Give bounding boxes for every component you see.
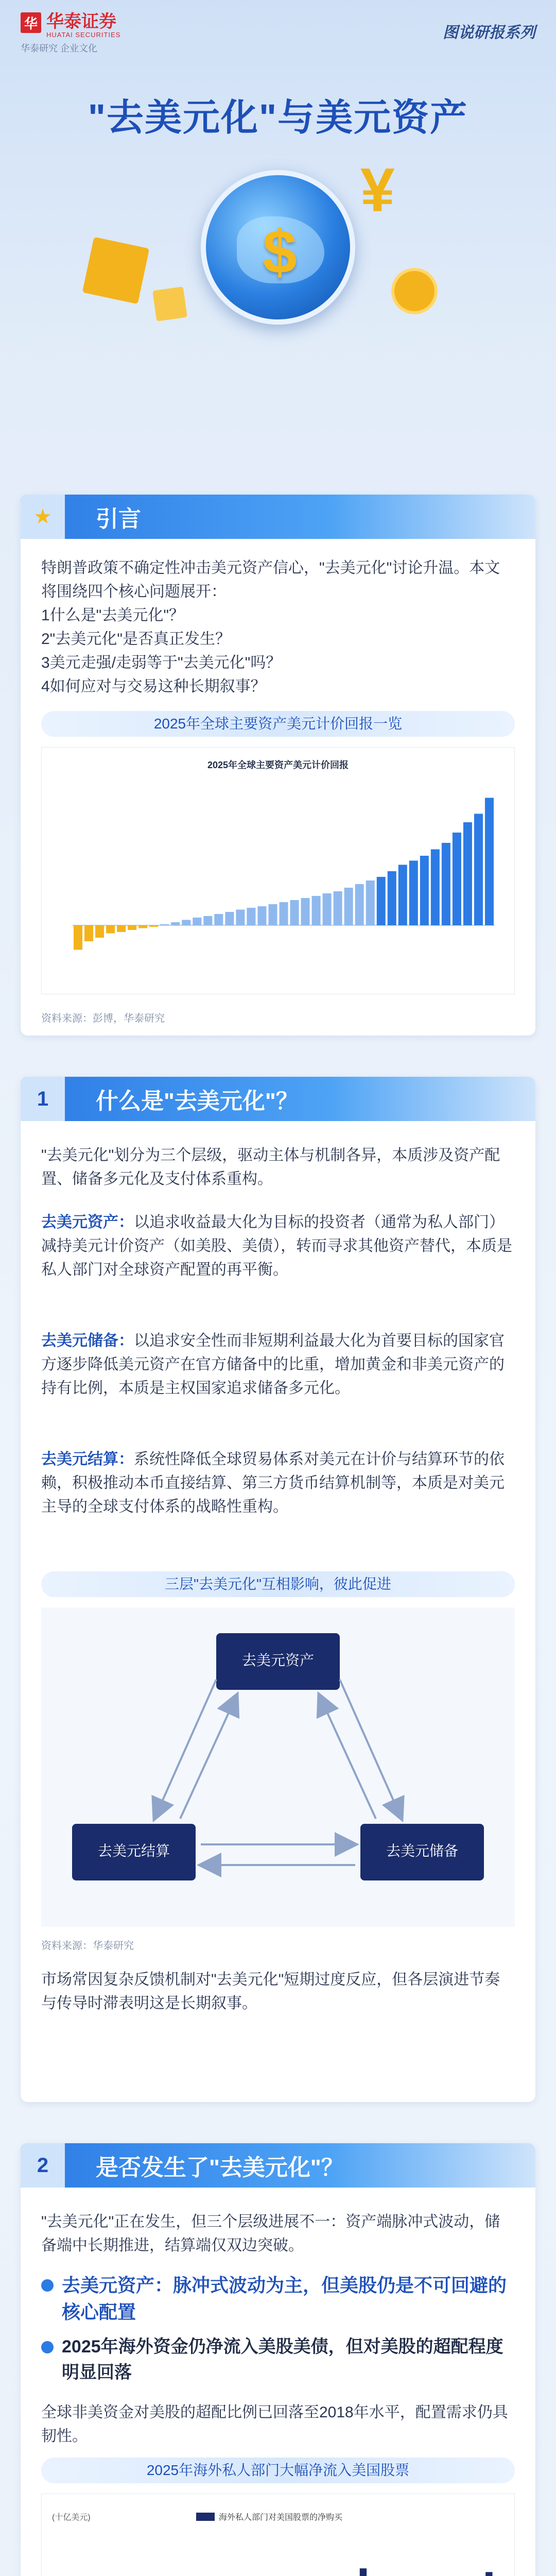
bar (117, 925, 126, 932)
node-settlement-label: 去美元结算 (97, 1843, 170, 1859)
bar (182, 920, 190, 926)
section-1-header (21, 1077, 535, 1121)
brand-logo (21, 12, 120, 39)
s2-paragraph-1: "去美元化"正在发生，但三个层级进展不一：资产端脉冲式波动，储备端中长期推进，结算端仅双边突破。 (41, 2213, 500, 2254)
bar (398, 865, 407, 926)
s2-bullet-2-text: 2025年海外资金仍净流入美股美债，但对美股的超配程度明显回落 (62, 2337, 503, 2382)
gold-cube-small-icon (152, 286, 187, 321)
bar (257, 906, 266, 925)
s1-text-assets: 以追求收益最大化为目标的投资者（通常为私人部门）减持美元计价资产（如美股、美债），转而寻求其他资产替代，本质是私人部门对全球资产配置的再平衡。 (41, 1214, 512, 1278)
hero-header (0, 0, 556, 371)
s1-text-reserves: 以追求安全性而非短期利益最大化为首要目标的国家官方逐步降低美元资产在官方储备中的比重，增加黄金和非美元资产的持有比例，本质是主权国家追求储备多元化。 (41, 1332, 505, 1397)
bullet-dot-icon (41, 2279, 54, 2292)
bar (474, 814, 483, 926)
s1-label-settlement: 去美元结算： (41, 1451, 134, 1468)
section-1-heading: 什么是"去美元化"？ (96, 1089, 299, 1114)
bar (138, 925, 147, 928)
intro-source: 资料来源：彭博，华泰研究 (41, 1013, 165, 1024)
bar (377, 877, 386, 925)
gold-cube-icon (82, 237, 149, 304)
bar (301, 898, 310, 925)
bar (214, 914, 223, 925)
returns-chart-svg (42, 748, 514, 994)
node-assets-label: 去美元资产 (241, 1652, 315, 1668)
bar (74, 925, 82, 950)
arrow-settlement-assets (180, 1695, 237, 1819)
s1-text-settlement: 系统性降低全球贸易体系对美元在计价与结算环节的依赖，积极推动本币直接结算、第三方货币结算机制等，本质是对美元主导的全球支付体系的战略性重构。 (41, 1451, 505, 1515)
s1-paragraph-3 (41, 1329, 515, 1400)
s1-paragraph-5: 市场常因复杂反馈机制对"去美元化"短期过度反应，但各层演进节奏与传导时滞表明这是长期叙事。 (41, 1971, 500, 2012)
section-2-heading: 是否发生了"去美元化"？ (96, 2155, 344, 2180)
intro-question-1: 1什么是"去美元化"？ (41, 607, 184, 624)
section-1-card (21, 1077, 535, 2102)
intro-text: 特朗普政策不确定性冲击美元资产信心，"去美元化"讨论升温。本文将围绕四个核心问题展开： (41, 560, 500, 600)
bar (236, 910, 245, 926)
section-2-number: 2 (21, 2143, 65, 2188)
s2-bullet-2 (41, 2334, 515, 2385)
bar (171, 922, 180, 925)
yen-sign-icon: ¥ (360, 156, 395, 225)
logo-mark-icon: 华 (21, 12, 41, 33)
logo-english: HUATAI SECURITIES (46, 31, 121, 39)
bar (247, 908, 255, 925)
s1-diagram-caption: 三层"去美元化"互相影响，彼此促进 (41, 1571, 515, 1597)
bar (463, 822, 472, 925)
intro-card (21, 495, 535, 1036)
chart-title: 2025年全球主要资产美元计价回报 (207, 760, 349, 770)
node-reserves-label: 去美元储备 (386, 1843, 459, 1859)
bullet-dot-icon (41, 2341, 54, 2353)
dollar-sign-icon: $ (263, 217, 297, 286)
page-title: "去美元化"与美元资产 (88, 97, 468, 139)
bar (420, 856, 429, 925)
bar (312, 896, 321, 925)
arrow-reserves-assets (319, 1695, 376, 1819)
slogan: 华泰研究 企业文化 (21, 43, 98, 54)
bar (290, 900, 299, 925)
coin-icon (391, 268, 438, 314)
series-label: 图说研报系列 (443, 24, 535, 41)
section-2-card (21, 2143, 535, 2576)
section-1-number: 1 (21, 1077, 65, 1121)
bar (360, 2568, 367, 2576)
intro-chart-caption: 2025年全球主要资产美元计价回报一览 (41, 711, 515, 737)
bar (160, 924, 169, 925)
s1-label-assets: 去美元资产： (41, 1214, 134, 1231)
bar (485, 2572, 492, 2576)
bar (193, 918, 201, 925)
three-layer-diagram-svg (41, 1607, 515, 1927)
section-2-header (21, 2143, 535, 2188)
bar (453, 833, 461, 925)
s1-paragraph-1: "去美元化"划分为三个层级，驱动主体与机制各异，本质涉及资产配置、储备多元化及支付体系重构。 (41, 1147, 500, 1188)
bar (366, 880, 375, 925)
arrow-assets-settlement (154, 1680, 216, 1819)
y-axis-label: (十亿美元) (52, 2513, 91, 2522)
s2-paragraph-2: 全球非美资金对美股的超配比例已回落至2018年水平，配置需求仍具韧性。 (41, 2404, 508, 2445)
bar (106, 925, 115, 934)
bar (409, 861, 418, 926)
bar (334, 891, 342, 925)
intro-header (21, 495, 535, 539)
s2-bullet-1 (41, 2272, 515, 2326)
intro-question-2: 2"去美元化"是否真正发生？ (41, 631, 231, 648)
bar (485, 798, 494, 926)
bar (128, 925, 136, 930)
three-layer-diagram (41, 1607, 515, 1927)
intro-question-3: 3美元走强/走弱等于"去美元化"吗？ (41, 654, 282, 671)
legend-label: 海外私人部门对美国股票的净购买 (219, 2513, 343, 2522)
returns-chart (41, 747, 515, 994)
bar (149, 925, 158, 927)
bar (203, 916, 212, 925)
star-icon: ★ (21, 495, 65, 539)
bar (431, 850, 440, 926)
bar (84, 925, 93, 941)
equity-flows-chart-svg (42, 2494, 514, 2576)
bar (268, 904, 277, 925)
intro-question-4: 4如何应对与交易这种长期叙事？ (41, 678, 266, 695)
bar (323, 893, 332, 925)
legend-swatch (196, 2513, 215, 2521)
chart1-caption: 2025年海外私人部门大幅净流入美国股票 (41, 2458, 515, 2483)
bar (442, 843, 450, 925)
bar (95, 925, 104, 938)
intro-heading: 引言 (96, 506, 141, 532)
equity-flows-chart (41, 2494, 515, 2576)
s1-source: 资料来源：华泰研究 (41, 1940, 134, 1952)
bar (388, 871, 396, 925)
bar (355, 884, 364, 925)
s1-paragraph-2 (41, 1211, 515, 1282)
s1-label-reserves: 去美元储备： (41, 1332, 134, 1349)
bar (279, 902, 288, 925)
s2-bullet-1-text: 去美元资产：脉冲式波动为主，但美股仍是不可回避的核心配置 (62, 2275, 507, 2323)
bar (344, 888, 353, 925)
logo-name: 华泰证券 (46, 12, 116, 31)
bar (225, 912, 234, 925)
s1-paragraph-4 (41, 1448, 515, 1519)
arrow-assets-reserves (340, 1680, 402, 1819)
